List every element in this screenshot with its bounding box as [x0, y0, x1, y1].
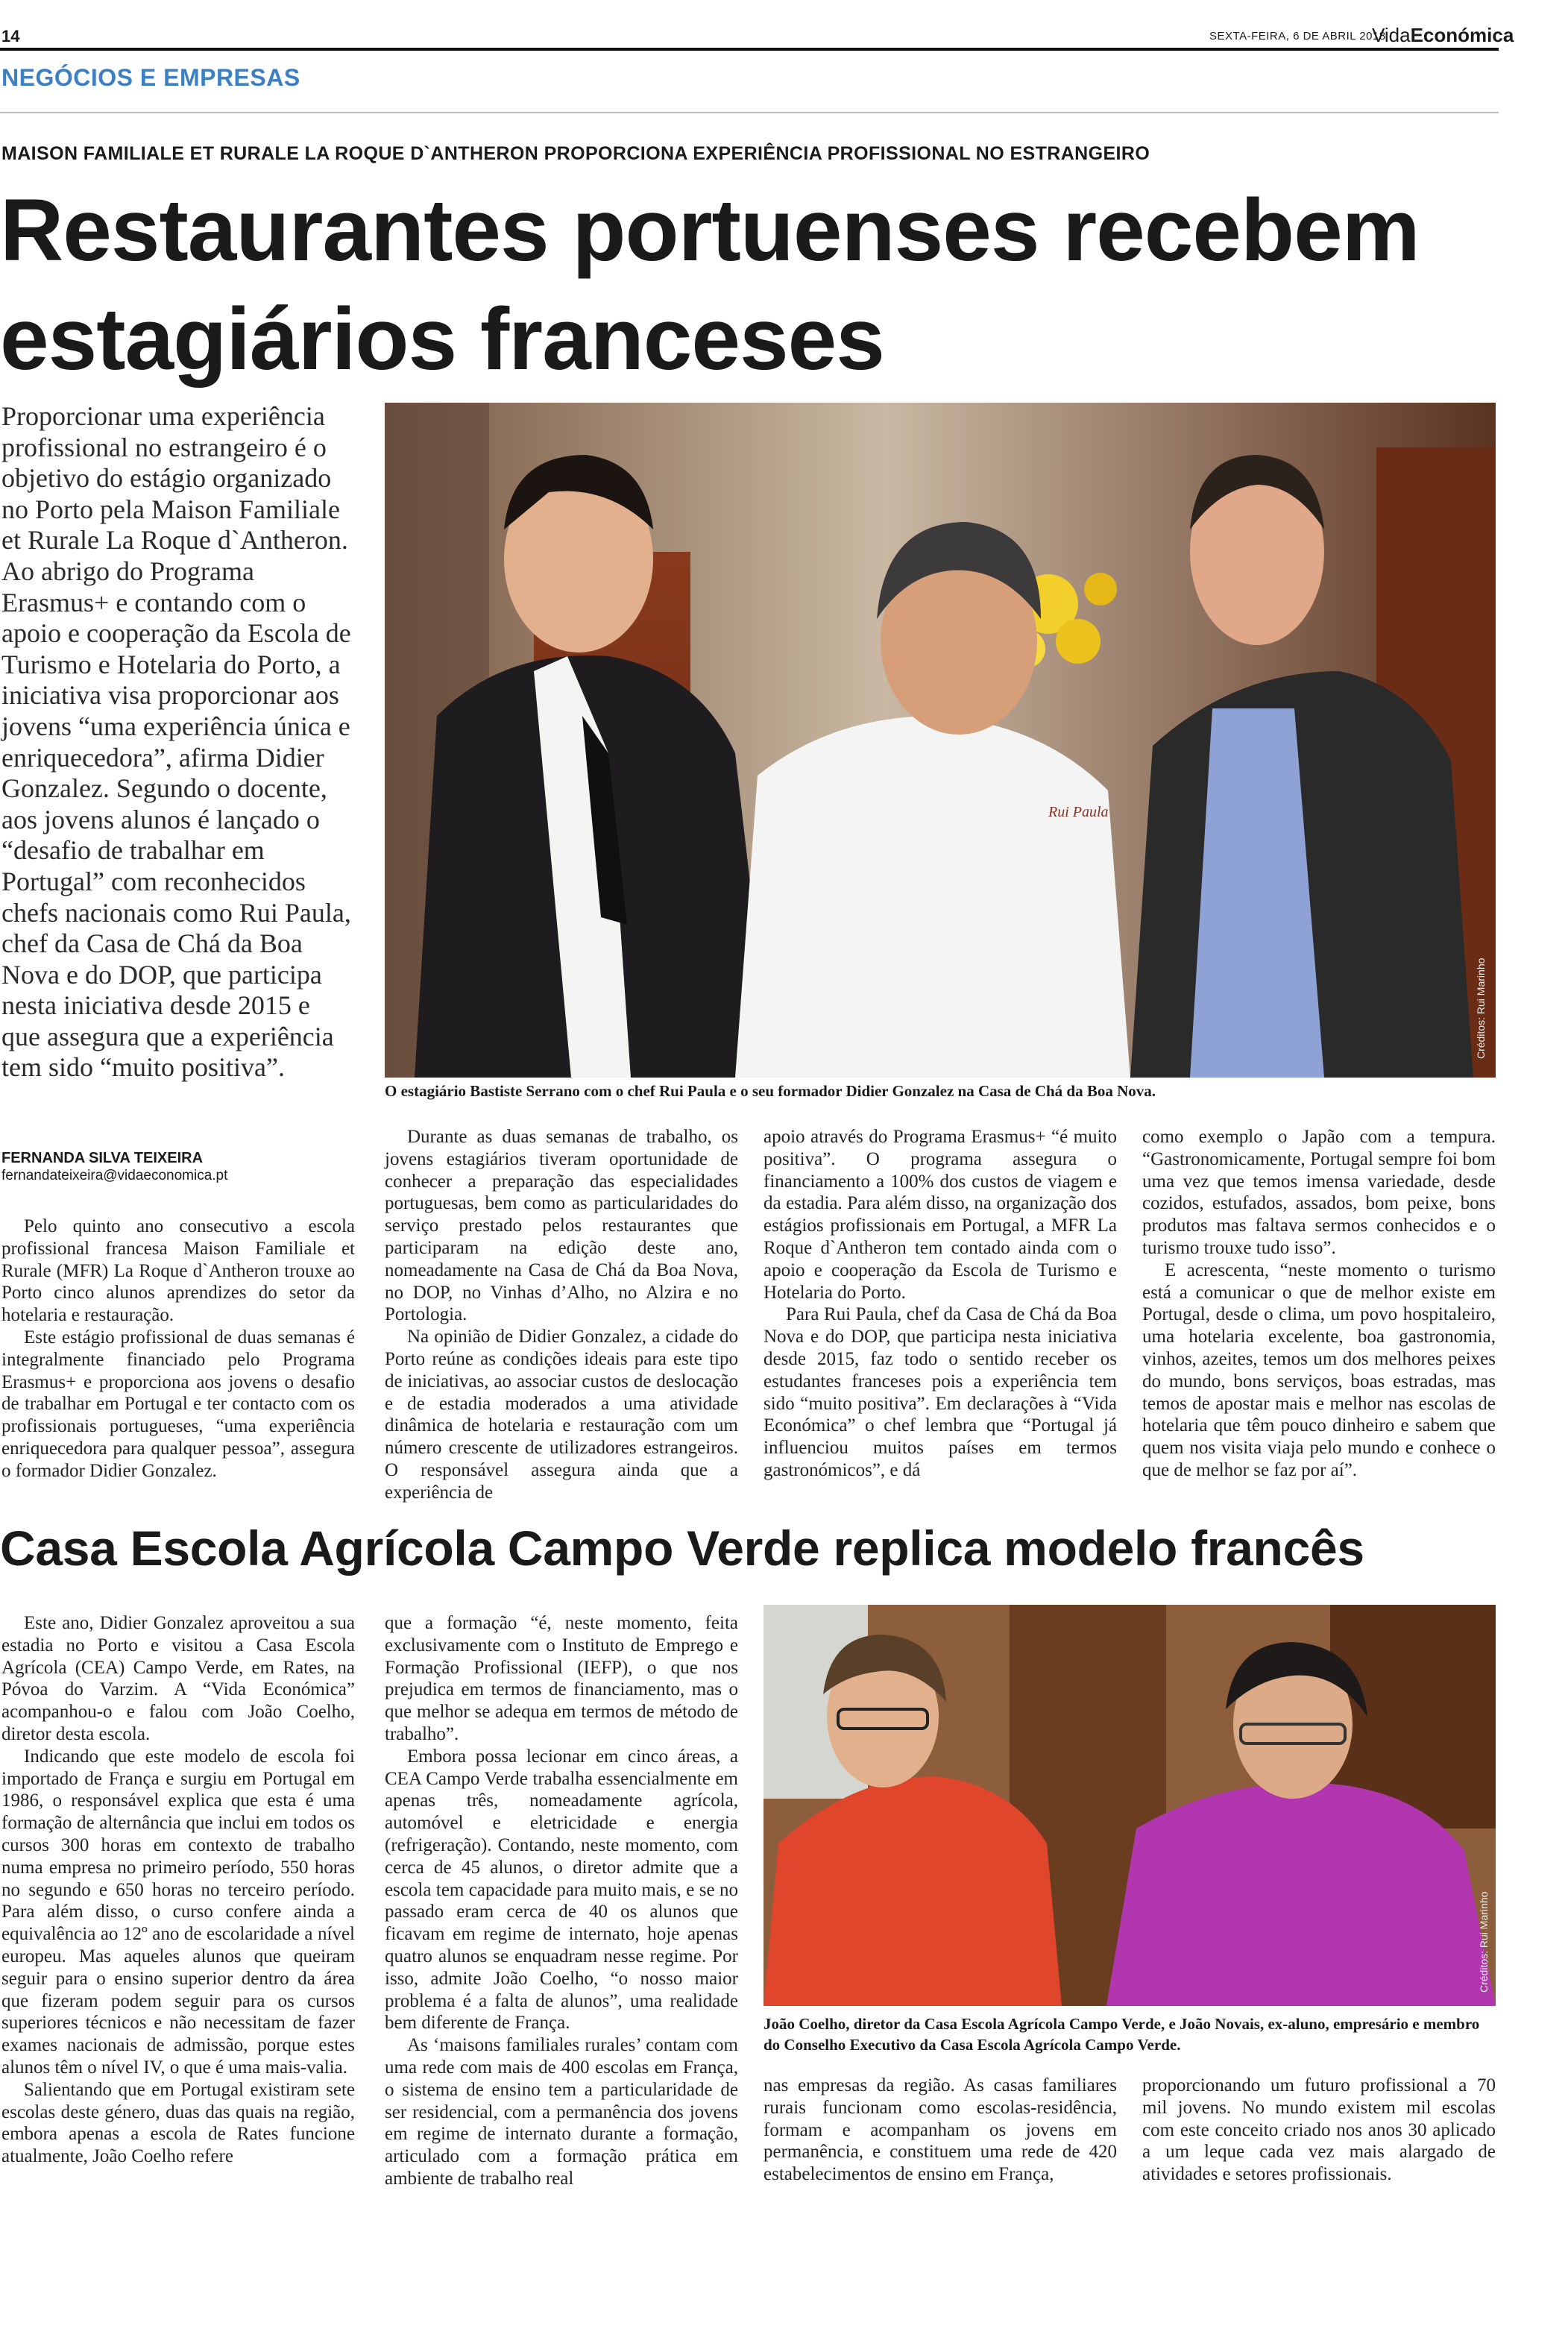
article-column-3 — [763, 1126, 1117, 1482]
header-rule — [0, 48, 1499, 51]
photo-school-illustration — [763, 1605, 1496, 2006]
section-title: NEGÓCIOS E EMPRESAS — [1, 64, 300, 91]
photo-caption: João Coelho, diretor da Casa Escola Agrícola Campo Verde, e João Novais, ex-aluno, empresário e membro do Conselho Executivo da Casa Escola Agrícola Campo Verde. — [763, 2015, 1480, 2054]
paragraph: como exemplo o Japão com a tempura. “Gastronomicamente, Portugal sempre foi bom uma vez que temos imensa variedade, desde cozidos, estufados, assados, bom peixe, bons produtos mas faltava sermos conhecidos e o turismo trouxe tudo isso”. — [1142, 1127, 1496, 1258]
article-lead: Proporcionar uma experiência profissional no estrangeiro é o objetivo do estágio organizado no Porto pela Maison Familiale et Rurale La Roque d`Antheron. Ao abrigo do Programa Erasmus+ e contando com o apoio e cooperação da Escola de Turismo e Hotelaria do Porto, a iniciativa visa proporcionar aos jovens “uma experiência única e enriquecedora”, afirma Didier Gonzalez. Segundo o docente, aos jovens alunos é lançado o “desafio de trabalhar em Portugal” com reconhecidos chefs nacionais como Rui Paula, chef da Casa de Chá da Boa Nova e do DOP, que participa nesta iniciativa desde 2015 e que assegura que a experiência tem sido “muito positiva”. — [1, 401, 351, 1083]
page-number: 14 — [1, 27, 20, 45]
logo-part-vida: Vida — [1372, 24, 1411, 46]
article-photo-school — [763, 1605, 1496, 2006]
paragraph: Durante as duas semanas de trabalho, os jovens estagiários tiveram oportunidade de conhecer a preparação das especialidades portuguesas, bem como as particularidades do serviço prestado pelos restaurantes que participaram na edição deste ano, nomeadamente na Casa de Chá da Boa Nova, no DOP, no Vinhas d’Alho, no Alzira e no Portologia. — [385, 1127, 738, 1325]
paragraph: Salientando que em Portugal existiram sete escolas deste género, duas das quais na região, embora apenas a escola de Rates funcione atualmente, João Coelho refere — [1, 2079, 355, 2167]
paragraph: que a formação “é, neste momento, feita exclusivamente com o Instituto de Emprego e Formação Profissional (IEFP), o que nos prejudica em termos de financiamento, mas o que melhor se adequa em termos de método de trabalho”. — [385, 1613, 738, 1744]
paragraph: As ‘maisons familiales rurales’ contam com uma rede com mais de 400 escolas em França, o sistema de ensino tem a particularidade de ser residencial, com a permanência dos jovens em regime de internato durante a formação, articulado com a formação prática em ambiente de trabalho real — [385, 2035, 738, 2189]
author-email: fernandateixeira@vidaeconomica.pt — [1, 1168, 228, 1183]
paragraph: Embora possa lecionar em cinco áreas, a CEA Campo Verde trabalha essencialmente em apenas três, nomeadamente agrícola, automóvel e eletricidade e energia (refrigeração). Contando, neste momento, com cerca de 45 alunos, o diretor admite que a escola tem capacidade para muito mais, e se no passado eram cerca de 40 os alunos que ficavam em regime de internato, hoje apenas quatro alunos se enquadram nesse regime. Por isso, admite João Coelho, “o nosso maior problema é a falta de alunos”, uma realidade bem diferente de França. — [385, 1746, 738, 2034]
paragraph: E acrescenta, “neste momento o turismo está a comunicar o que de melhor existe em Portugal, desde o clima, um povo hospitaleiro, uma hotelaria excelente, boa gastronomia, vinhos, azeites, temos um dos melhores peixes do mundo, bons serviços, boas estradas, mas temos de apostar mais e melhor nas escolas de hotelaria que têm pouco dinheiro e sabem que quem nos visita viaja pelo mundo e conhece o que de melhor se faz por aí”. — [1142, 1260, 1496, 1480]
paragraph: Para Rui Paula, chef da Casa de Chá da Boa Nova e do DOP, que participa nesta iniciativa desde 2015, faz todo o sentido receber os estudantes franceses pois a experiência tem sido “muito positiva”. Em declarações à “Vida Económica” o chef lembra que “Portugal já influenciou muitos países em termos gastronómicos”, e dá — [763, 1304, 1117, 1480]
chef-jacket-embroidery: Rui Paula — [1048, 804, 1109, 820]
article-column-2 — [385, 1612, 738, 2190]
author-name: FERNANDA SILVA TEIXEIRA — [1, 1150, 204, 1166]
paragraph: proporcionando um futuro profissional a 70 mil jovens. No mundo existem mil escolas com este conceito criado nos anos 30 aplicado a um leque cada vez mais alargado de atividades e setores profissionais. — [1142, 2075, 1496, 2185]
photo-credit: Créditos: Rui Marinho — [1478, 1891, 1490, 1993]
photo-chefs-illustration — [385, 403, 1496, 1078]
newspaper-logo — [1372, 24, 1514, 47]
article-kicker: MAISON FAMILIALE ET RURALE LA ROQUE D`ANTHERON PROPORCIONA EXPERIÊNCIA PROFISSIONAL NO ESTRANGEIRO — [1, 143, 1150, 164]
paragraph: Este estágio profissional de duas semanas é integralmente financiado pelo Programa Erasmus+ e proporciona aos jovens o desafio de trabalhar em Portugal e ter contacto com os profissionais portugueses, “uma experiência enriquecedora para qualquer pessoa”, assegura o formador Didier Gonzalez. — [1, 1327, 355, 1481]
photo-credit: Créditos: Rui Marinho — [1475, 957, 1487, 1059]
paragraph: nas empresas da região. As casas familiares rurais funcionam como escolas-residência, formam e acompanham os jovens em permanência, e constituem uma rede de 420 estabelecimentos de ensino em França, — [763, 2075, 1117, 2185]
photo-caption: O estagiário Bastiste Serrano com o chef Rui Paula e o seu formador Didier Gonzalez na Casa de Chá da Boa Nova. — [385, 1082, 1156, 1100]
article-column-3 — [763, 2075, 1117, 2186]
article-column-4 — [1142, 1126, 1496, 1482]
paragraph: Indicando que este modelo de escola foi importado de França e surgiu em Portugal em 1986, o responsável explica que esta é uma formação de alternância que inclui em todos os cursos 300 horas em contexto de trabalho numa empresa no primeiro período, 550 horas no segundo e 650 horas no terceiro período. Para além disso, o curso confere ainda a equivalência ao 12º ano de escolaridade a nível europeu. Mas aqueles alunos que queiram seguir para o ensino superior dentro da área que fizeram podem seguir para os cursos superiores técnicos e não necessitam de fazer exames nacionais de admissão, porque estes alunos têm o nível IV, o que é uma mais-valia. — [1, 1746, 355, 2078]
article-subheadline: Casa Escola Agrícola Campo Verde replica modelo francês — [0, 1521, 1364, 1576]
article-column-4 — [1142, 2075, 1496, 2186]
article-column-2 — [385, 1126, 738, 1504]
article-photo-chefs — [385, 403, 1496, 1078]
issue-date: SEXTA-FEIRA, 6 DE ABRIL 2018 — [1209, 30, 1386, 43]
paragraph: Este ano, Didier Gonzalez aproveitou a sua estadia no Porto e visitou a Casa Escola Agrícola (CEA) Campo Verde, em Rates, na Póvoa do Varzim. A “Vida Económica” acompanhou-o e falou com João Coelho, diretor desta escola. — [1, 1613, 355, 1744]
article-headline: Restaurantes portuenses recebem estagiários franceses — [0, 181, 1420, 389]
paragraph: apoio através do Programa Erasmus+ “é muito positiva”. O programa assegura o financiamento a 100% dos custos de viagem e da estadia. Para além disso, na organização dos estágios profissionais em Portugal, a MFR La Roque d`Antheron tem contado ainda com o apoio e cooperação da Escola de Turismo e Hotelaria do Porto. — [763, 1127, 1117, 1303]
paragraph: Na opinião de Didier Gonzalez, a cidade do Porto reúne as condições ideais para este tipo de iniciativas, ao associar custos de deslocação e de estadia moderados a uma atividade dinâmica de hotelaria e restauração com um número crescente de utilizadores estrangeiros. O responsável assegura ainda que a experiência de — [385, 1327, 738, 1503]
paragraph: Pelo quinto ano consecutivo a escola profissional francesa Maison Familiale et Rurale (MFR) La Roque d`Antheron trouxe ao Porto cinco alunos aprendizes do setor da hotelaria e restauração. — [1, 1216, 355, 1326]
article-column-1 — [1, 1612, 355, 2168]
logo-part-economica: Económica — [1410, 24, 1514, 46]
section-divider — [0, 112, 1499, 113]
article-column-1 — [1, 1216, 355, 1482]
